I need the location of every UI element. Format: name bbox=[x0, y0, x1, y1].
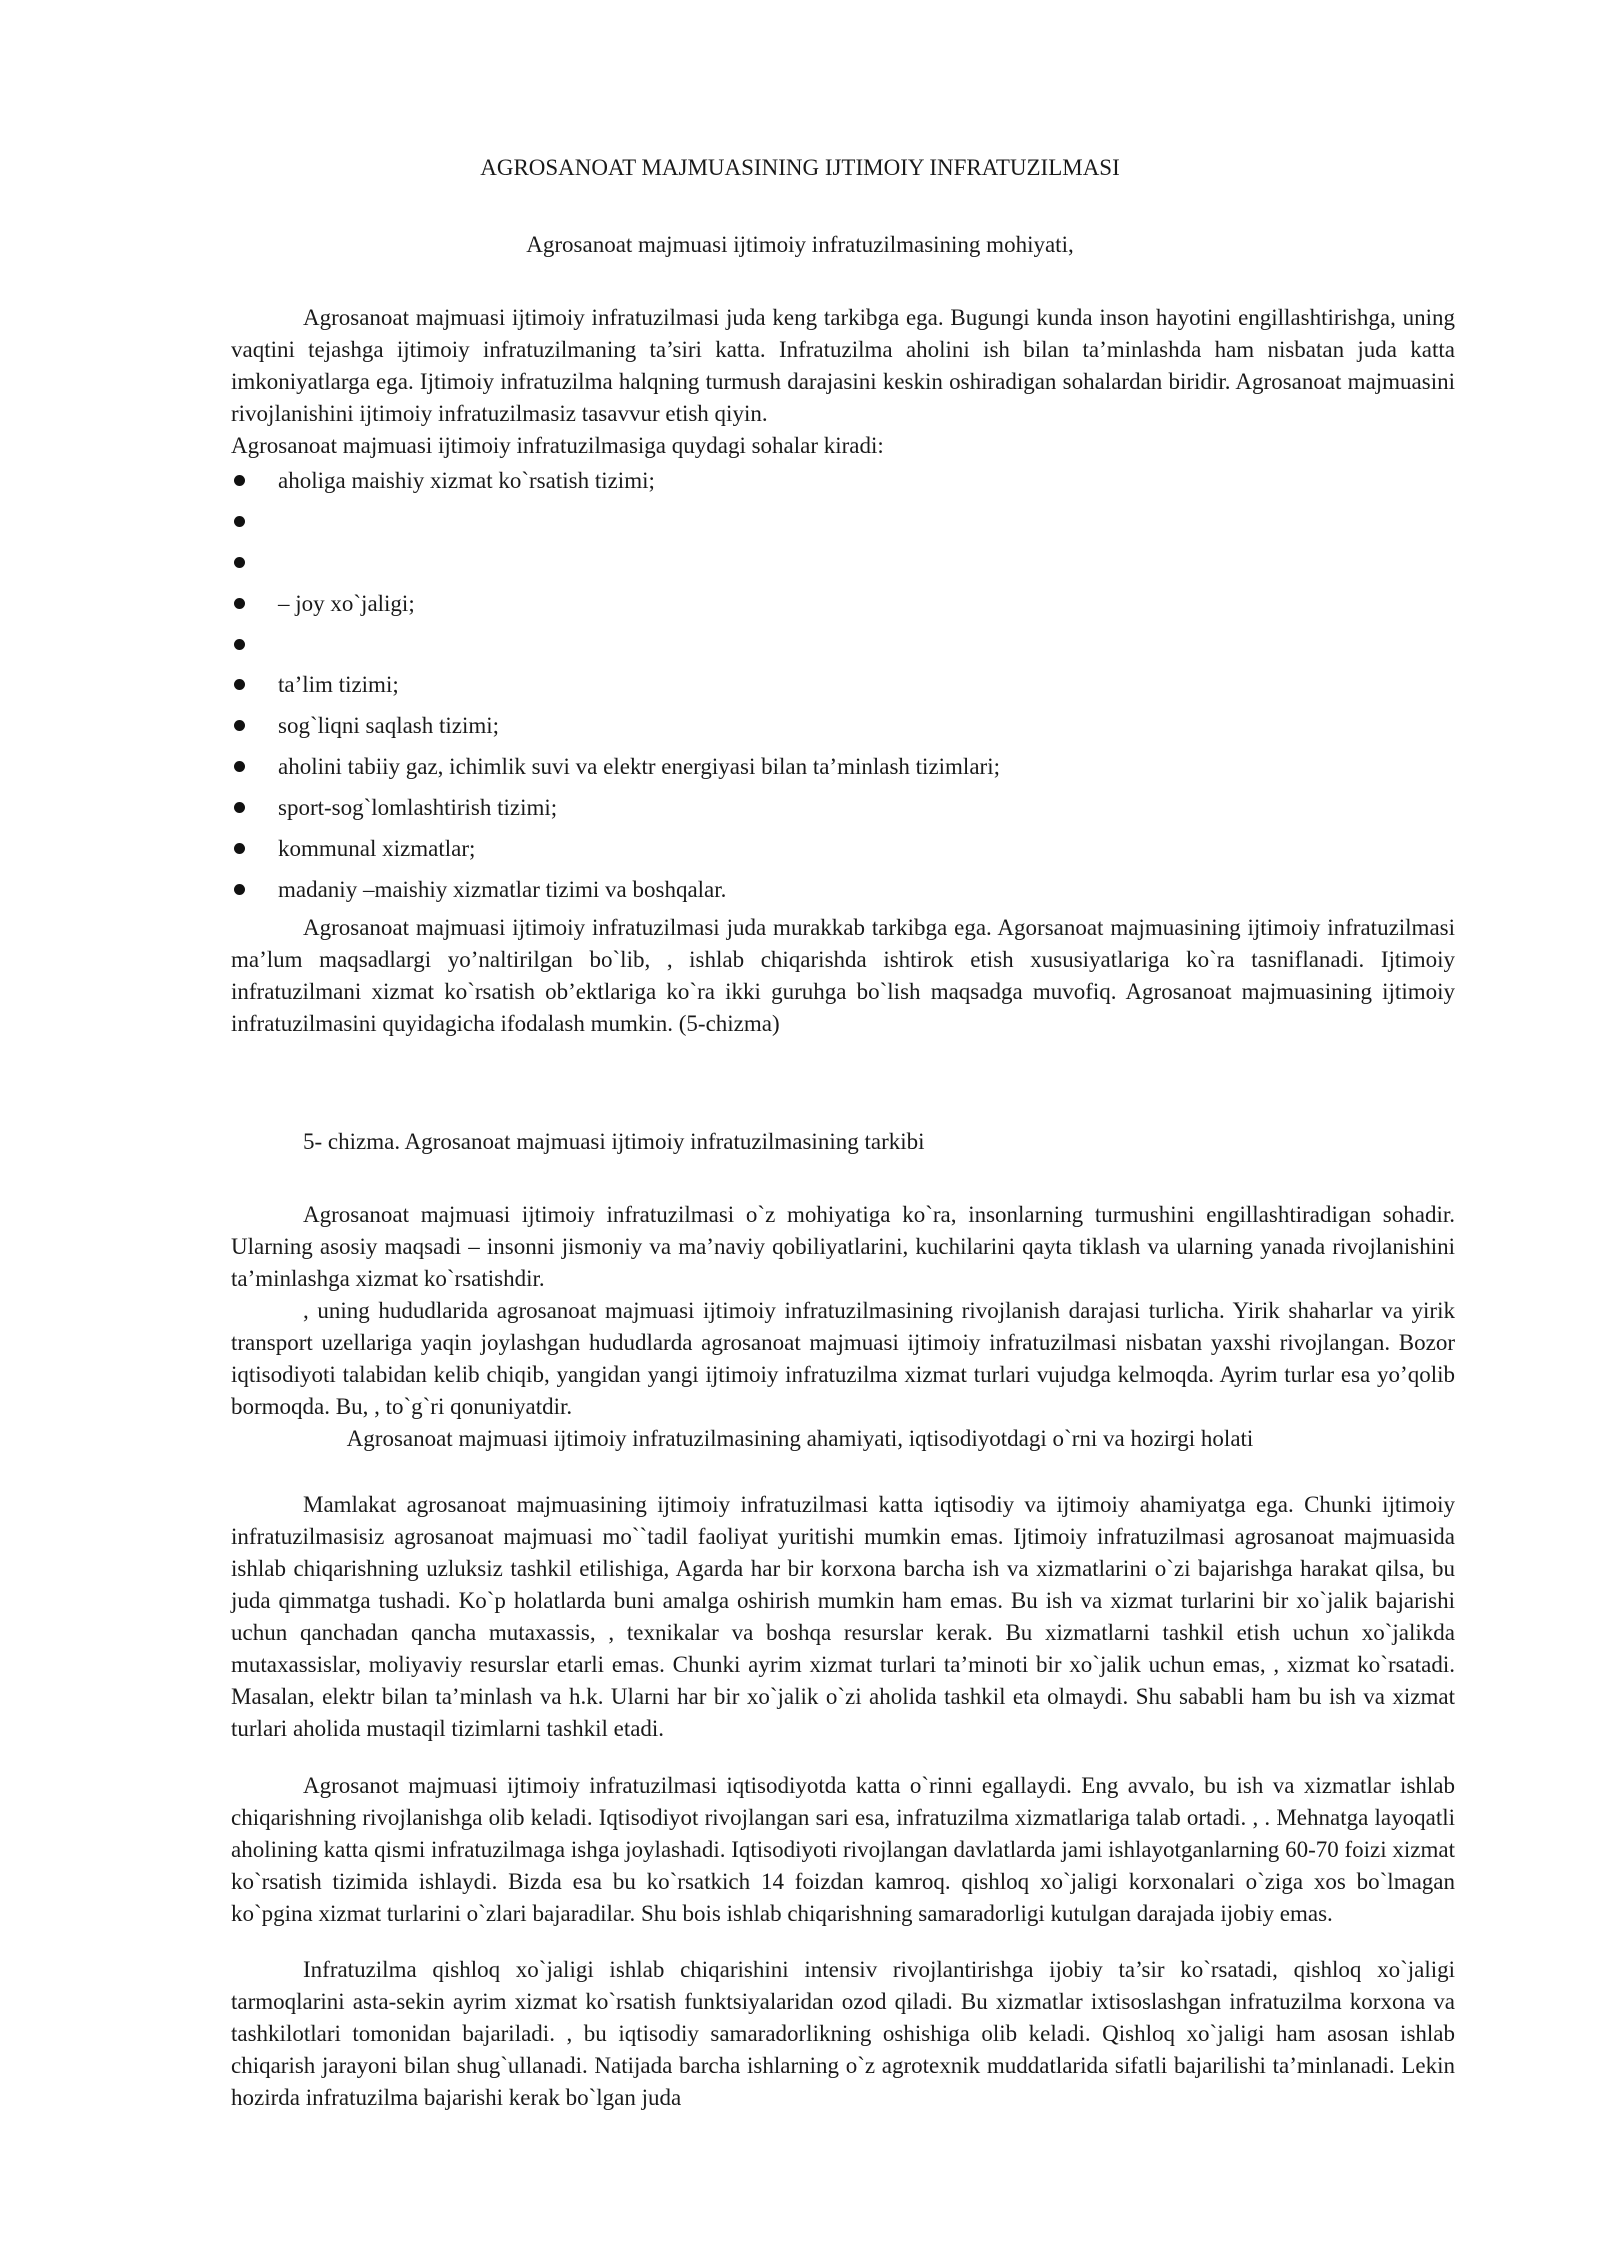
paragraph-importance: Mamlakat agrosanoat majmuasining ijtimoiy infratuzilmasi katta iqtisodiy va ijtimoiy ahamiyatga ega. Chunki ijtimoiy infratuzilmasisiz agrosanoat majmuasi mo``tadil faoliyat yuritishi mumkin emas. Ijtimoiy infratuzilmasi agrosanoat majmuasida ishlab chiqarishning uzluksiz tashkil etilishiga, Agarda har bir korxona barcha ish va xizmatlarini o`zi bajarishga harakat qilsa, bu juda qimmatga tushadi. Ko`p holatlarda buni amalga oshirish mumkin ham emas. Bu ish va xizmat turlarini bir xo`jalik bajarishi uchun qanchadan qancha mutaxassis, , texnikalar va boshqa resurslar kerak. Bu xizmatlarni tashkil etish uchun xo`jalikda mutaxassislar, moliyaviy resurslar etarli emas. Chunki ayrim xizmat turlari ta’minoti bir xo`jalik uchun emas, , xizmat ko`rsatadi. Masalan, elektr bilan ta’minlash va h.k. Ularni har bir xo`jalik o`zi aholida tashkil eta olmaydi. Shu sababli ham bu ish va xizmat turlari aholida mustaqil tizimlarni tashkil etadi. bbox=[231, 1492, 1455, 1741]
list-item: aholini tabiiy gaz, ichimlik suvi va elektr energiyasi bilan ta’minlash tizimlari; bbox=[231, 747, 1455, 788]
bullet-icon bbox=[234, 802, 245, 813]
paragraph-regions: , uning hududlarida agrosanoat majmuasi ijtimoiy infratuzilmasining rivojlanish darajasi turlicha. Yirik shaharlar va yirik transport uzellariga yaqin joylashgan hududlarda agrosanoat majmuasi ijtimoiy infratuzilmasi nisbatan yaxshi rivojlangan. Bozor iqtisodiyoti talabidan kelib chiqib, yangidan yangi ijtimoiy infratuzilma xizmat turlari vujudga kelmoqda. Ayrim turlar esa yo’qolib bormoqda. Bu, , to`g`ri qonuniyatdir. bbox=[231, 1298, 1455, 1419]
list-item bbox=[231, 625, 1455, 666]
list-item: sog`liqni saqlash tizimi; bbox=[231, 706, 1455, 747]
bullet-icon bbox=[234, 516, 245, 527]
list-item bbox=[231, 502, 1455, 543]
section-heading: Agrosanoat majmuasi ijtimoiy infratuzilmasining ahamiyati, iqtisodiyotdagi o`rni va hozirgi holati bbox=[346, 1426, 1254, 1451]
bullet-icon bbox=[234, 598, 245, 609]
paragraph-essence: Agrosanoat majmuasi ijtimoiy infratuzilmasi o`z mohiyatiga ko`ra, insonlarning turmushini engillashtiradigan sohadir. Ularning asosiy maqsadi – insonni jismoniy va ma’naviy qobiliyatlarini, kuchilarini qayta tiklash va ularning yanada rivojlanishini ta’minlashga xizmat ko`rsatishdir. bbox=[231, 1202, 1455, 1291]
bullet-icon bbox=[234, 639, 245, 650]
bullet-icon bbox=[234, 557, 245, 568]
list-item bbox=[231, 543, 1455, 584]
figure-caption: 5- chizma. Agrosanoat majmuasi ijtimoiy infratuzilmasining tarkibi bbox=[303, 1129, 925, 1154]
paragraph-agriculture: Infratuzilma qishloq xo`jaligi ishlab chiqarishini intensiv rivojlantirishga ijobiy ta’sir ko`rsatadi, qishloq xo`jaligi tarmoqlarini asta-sekin ayrim xizmat ko`rsatish funktsiyalaridan ozod qiladi. Bu xizmatlar ixtisoslashgan infratuzilma korxona va tashkilotlari tomonidan bajariladi. , bu iqtisodiy samaradorlikning oshishiga olib keladi. Qishloq xo`jaligi ham asosan ishlab chiqarish jarayoni bilan shug`ullanadi. Natijada barcha ishlarning o`z agrotexnik muddatlarida sifatli bajarilishi ta’minlanadi. Lekin hozirda infratuzilma bajarishi kerak bo`lgan juda bbox=[231, 1957, 1455, 2110]
paragraph-composition: Agrosanoat majmuasi ijtimoiy infratuzilmasi juda murakkab tarkibga ega. Agorsanoat majmuasining ijtimoiy infratuzilmasi ma’lum maqsadlargi yo’naltirilgan bo`lib, , ishlab chiqarishda ishtirok etish xususiyatlariga ko`ra tasniflanadi. Ijtimoiy infratuzilmani xizmat ko`rsatish ob’ektlariga ko`ra ikki guruhga bo`lish maqsadga muvofiq. Agrosanoat majmuasining ijtimoiy infratuzilmasini quyidagicha ifodalash mumkin. (5-chizma) bbox=[231, 915, 1455, 1036]
page-title: AGROSANOAT MAJMUASINING IJTIMOIY INFRATUZILMASI bbox=[480, 155, 1120, 180]
bullet-icon bbox=[234, 884, 245, 895]
list-item: madaniy –maishiy xizmatlar tizimi va boshqalar. bbox=[231, 870, 1455, 911]
bullet-icon bbox=[234, 761, 245, 772]
list-item: sport-sog`lomlashtirish tizimi; bbox=[231, 788, 1455, 829]
bullet-icon bbox=[234, 843, 245, 854]
list-intro: Agrosanoat majmuasi ijtimoiy infratuzilmasiga quydagi sohalar kiradi: bbox=[231, 433, 884, 458]
intro-paragraph: Agrosanoat majmuasi ijtimoiy infratuzilmasi juda keng tarkibga ega. Bugungi kunda inson hayotini engillashtirishga, uning vaqtini tejashga ijtimoiy infratuzilmaning ta’siri katta. Infratuzilma aholini ish bilan ta’minlashda ham nisbatan juda katta imkoniyatlarga ega. Ijtimoiy infratuzilma halqning turmush darajasini keskin oshiradigan sohalardan biridir. Agrosanoat majmuasini rivojlanishini ijtimoiy infratuzilmasiz tasavvur etish qiyin. bbox=[231, 305, 1455, 426]
bullet-icon bbox=[234, 475, 245, 486]
list-item: kommunal xizmatlar; bbox=[231, 829, 1455, 870]
sectors-list bbox=[231, 461, 1455, 911]
list-item: aholiga maishiy xizmat ko`rsatish tizimi; bbox=[231, 461, 1455, 502]
list-item: ta’lim tizimi; bbox=[231, 665, 1455, 706]
paragraph-economy: Agrosanot majmuasi ijtimoiy infratuzilmasi iqtisodiyotda katta o`rinni egallaydi. Eng avvalo, bu ish va xizmatlar ishlab chiqarishning rivojlanishga olib keladi. Iqtisodiyot rivojlangan sari esa, infratuzilma xizmatlariga talab ortadi. , . Mehnatga layoqatli aholining katta qismi infratuzilmaga ishga joylashadi. Iqtisodiyoti rivojlangan davlatlarda jami ishlayotganlarning 60-70 foizi xizmat ko`rsatish tizimida ishlaydi. Bizda esa bu ko`rsatkich 14 foizdan kamroq. qishloq xo`jaligi korxonalari o`ziga xos bo`lmagan ko`pgina xizmat turlarini o`zlari bajaradilar. Shu bois ishlab chiqarishning samaradorligi kutulgan darajada ijobiy emas. bbox=[231, 1773, 1455, 1926]
bullet-icon bbox=[234, 720, 245, 731]
list-item: – joy xo`jaligi; bbox=[231, 584, 1455, 625]
page-subtitle: Agrosanoat majmuasi ijtimoiy infratuzilmasining mohiyati, bbox=[526, 232, 1074, 257]
bullet-icon bbox=[234, 679, 245, 690]
